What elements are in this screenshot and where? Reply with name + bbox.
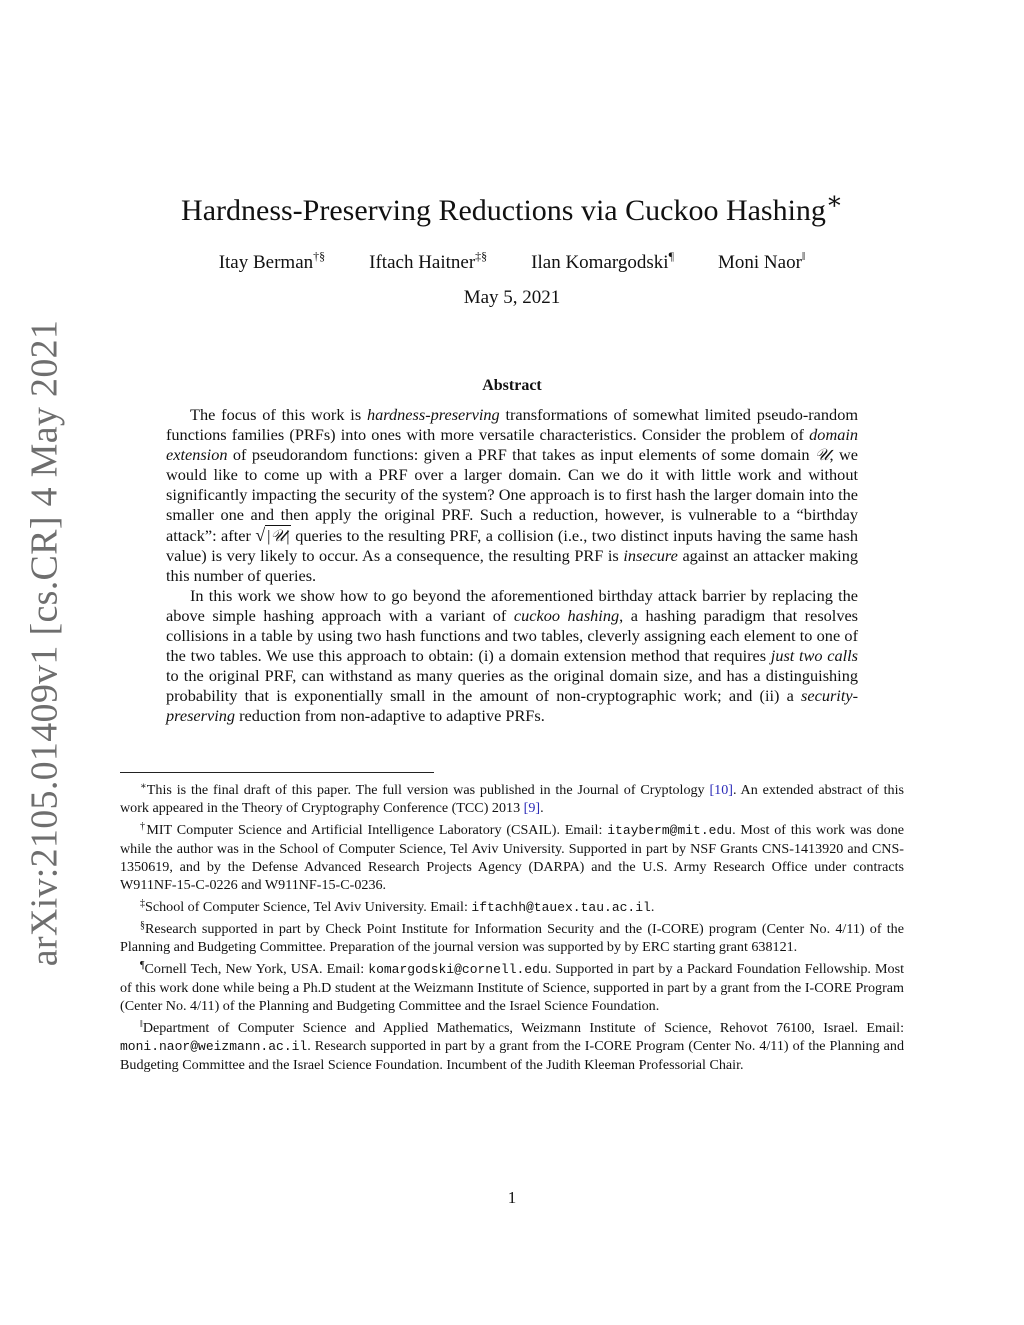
author xyxy=(219,242,325,277)
math-symbol: 𝒰 xyxy=(814,445,830,464)
author-name: Itay Berman xyxy=(218,252,314,273)
text-run: to the original PRF, can withstand as many queries as the original domain size, and has a distinguishing probability that is exponentially small in the amount of non-cryptographic work; and (ii) a xyxy=(166,666,858,705)
text-run: This is the final draft of this paper. The full version was published in the Journal of Cryptology xyxy=(146,782,710,798)
footnote-mark: † xyxy=(140,820,147,832)
publication-date: May 5, 2021 xyxy=(463,287,561,308)
footnote xyxy=(120,957,904,1016)
emphasis: just two calls xyxy=(770,646,858,665)
footnote-separator xyxy=(120,772,434,773)
author-marks: ‡§ xyxy=(475,249,488,263)
email-address: itayberm@mit.edu xyxy=(607,822,733,838)
author xyxy=(531,242,674,277)
text-run: . Supported in part by a Packard Foundation Fellowship. Most of this work done while being a Ph.D student at the Weizmann Institute of Science, supported in part by a grant from the I-CORE Program (Center No. 4/11) of the Planning and Budgeting Committee and the Israel Science Foundation. xyxy=(120,960,904,1015)
emphasis: security-preserving xyxy=(166,686,858,725)
footnote xyxy=(120,895,904,917)
footnote-mark: ¶ xyxy=(140,959,145,971)
author-name: Moni Naor xyxy=(718,252,802,273)
footnote xyxy=(120,818,904,895)
abstract-body xyxy=(166,405,858,726)
email-address: moni.naor@weizmann.ac.il xyxy=(120,1038,308,1054)
footnote-mark: ∗ xyxy=(140,781,147,792)
emphasis: insecure xyxy=(623,546,678,565)
paper-title xyxy=(120,180,904,233)
footnote-mark: ‡ xyxy=(140,897,145,909)
radicand: |𝒰| xyxy=(266,526,290,545)
text-run: Cornell Tech, New York, USA. Email: xyxy=(144,960,369,977)
text-run: , we would like to come up with a PRF over a larger domain. Can we do it with little work and without significantly impacting the security of the system? One approach is to first hash the larger domain into the smaller one and then apply the original PRF. Such a reduction, however, is vulnerable to a “birthday attack”: after xyxy=(166,445,858,545)
emphasis: hardness-preserving xyxy=(367,405,500,424)
text-run: . xyxy=(650,898,655,915)
text-run: . An extended abstract of this work appeared in the Theory of Cryptography Conference (TCC) 2013 xyxy=(120,782,904,817)
emphasis: domain extension xyxy=(166,425,858,464)
text-run: . Most of this work was done while the author was in the School of Computer Science, Tel Aviv University. Supported in part by NSF Grants CNS-1413920 and CNS-1350619, and by the Defense Advanced Research Projects Agency (DARPA) and the U.S. Army Research Office under contracts W911NF-15-C-0226 and W911NF-15-C-0236. xyxy=(120,821,904,894)
footnote xyxy=(120,917,904,957)
title-footnote-mark: ∗ xyxy=(825,188,843,215)
page-number: 1 xyxy=(507,1188,517,1207)
email-address: iftachh@tauex.tau.ac.il xyxy=(471,899,651,915)
author-list xyxy=(120,242,904,277)
text-run: . Research supported in part by a grant from the I-CORE Program (Center No. 4/11) of the Planning and Budgeting Committee and the Israel Science Foundation. Incumbent of the Judith Kleeman Professorial Chair. xyxy=(120,1037,904,1074)
text-run: of pseudorandom functions: given a PRF that takes as input elements of some domain xyxy=(227,445,815,464)
abstract-heading: Abstract xyxy=(482,377,542,394)
author-marks: ¶ xyxy=(668,249,674,263)
citation-link[interactable]: [9] xyxy=(523,800,541,817)
author xyxy=(718,242,805,277)
footnote-mark: § xyxy=(140,920,145,932)
text-run: Research supported in part by Check Point Institute for Information Security and the (I-CORE) program (Center No. 4/11) of the Planning and Budgeting Committee. Preparation of the journal version was supported by by ERC starting grant 638121. xyxy=(120,921,904,956)
author-name: Iftach Haitner xyxy=(369,252,476,273)
radical-sign: √ xyxy=(255,525,266,545)
text-run: transformations of somewhat limited pseudo-random functions families (PRFs) into ones with more versatile characteristics. Consider the problem of xyxy=(166,405,858,444)
footnotes xyxy=(120,778,904,1074)
text-run: School of Computer Science, Tel Aviv University. Email: xyxy=(145,898,472,915)
paper-title-text: Hardness-Preserving Reductions via Cuckoo Hashing xyxy=(181,194,826,227)
author-marks: †§ xyxy=(313,249,326,263)
text-run: In this work we show how to go beyond the aforementioned birthday attack barrier by replacing the above simple hashing approach with a variant of xyxy=(166,586,858,625)
author xyxy=(369,242,487,277)
text-run: queries to the resulting PRF, a collision (i.e., two distinct inputs having the same hash value) is very likely to occur. As a consequence, the resulting PRF is xyxy=(166,526,858,565)
text-run: reduction from non-adaptive to adaptive PRFs. xyxy=(235,706,545,725)
footnote xyxy=(120,1016,904,1075)
text-run: The focus of this work is xyxy=(190,405,367,424)
text-run: . xyxy=(540,800,544,817)
footnote-mark: ‖ xyxy=(140,1018,143,1030)
square-root-expression xyxy=(255,526,291,545)
citation-link[interactable]: [10] xyxy=(709,782,733,798)
email-address: komargodski@cornell.edu xyxy=(368,961,548,977)
abstract-paragraph xyxy=(166,586,858,726)
arxiv-identifier: arXiv:2105.01409v1 [cs.CR] 4 May 2021 xyxy=(23,319,65,967)
author-name: Ilan Komargodski xyxy=(531,252,669,273)
abstract-paragraph xyxy=(166,405,858,586)
text-run: MIT Computer Science and Artificial Intelligence Laboratory (CSAIL). Email: xyxy=(146,821,608,838)
arxiv-identifier-sidebar xyxy=(23,319,65,967)
text-run: Department of Computer Science and Applied Mathematics, Weizmann Institute of Science, Rehovot 76100, Israel. Email: xyxy=(142,1019,904,1036)
footnote xyxy=(120,778,904,818)
emphasis: cuckoo hashing xyxy=(513,606,620,625)
text-run: , a hashing paradigm that resolves collisions in a table by using two hash functions and two tables, cleverly assigning each element to one of the two tables. We use this approach to obtain: (i) a domain extension method that requires xyxy=(166,606,859,665)
text-run: against an attacker making this number of queries. xyxy=(166,546,858,585)
author-marks: ‖ xyxy=(801,249,806,263)
